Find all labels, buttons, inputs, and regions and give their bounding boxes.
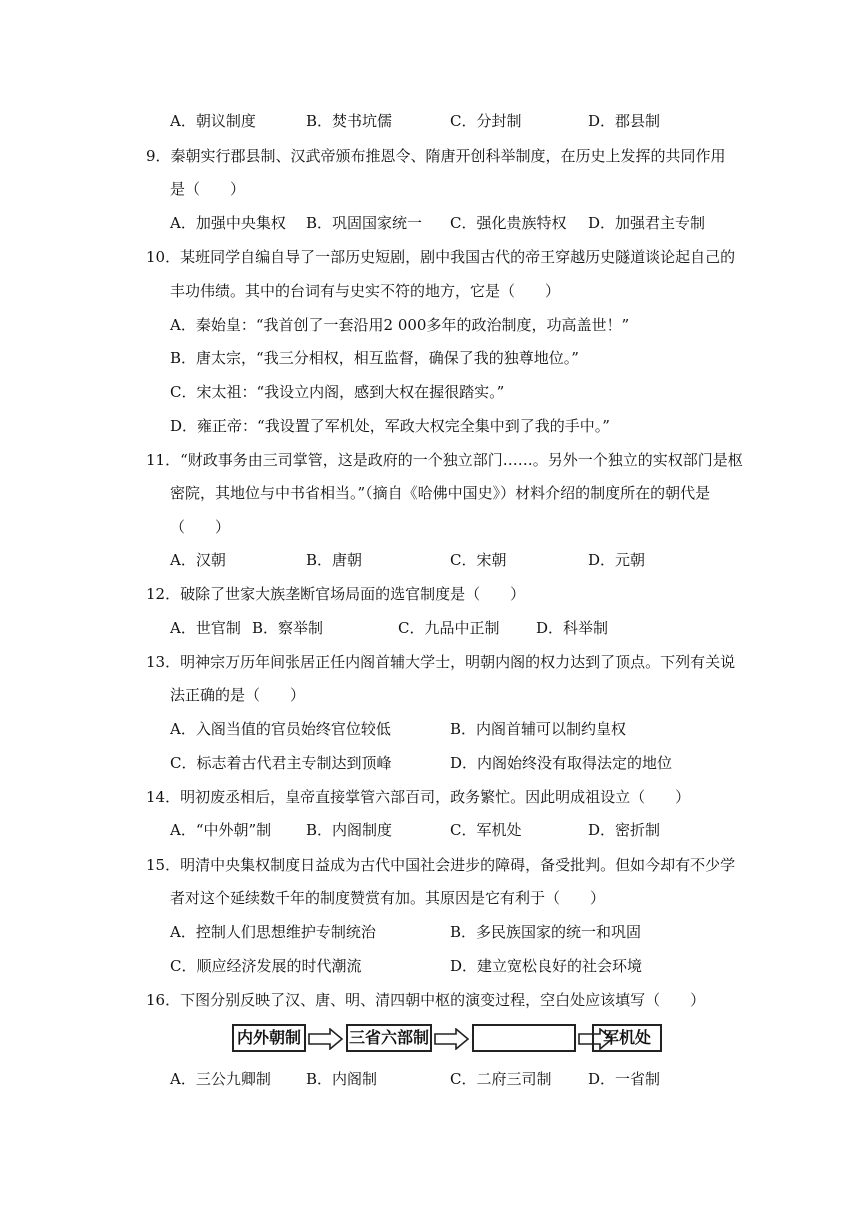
q12-option-b: B．察举制: [252, 619, 324, 637]
q13-option-b: B．内阁首辅可以制约皇权: [450, 720, 627, 738]
q16-option-d: D．一省制: [588, 1070, 661, 1088]
q9-option-b: B．巩固国家统一: [306, 214, 423, 232]
dynasty-evolution-diagram: [232, 1022, 672, 1056]
q11-option-d: D．元朝: [588, 551, 646, 569]
q10-option-d: D．雍正帝：“我设置了军机处，军政大权完全集中到了我的手中。”: [170, 417, 610, 435]
q15-option-c: C．顺应经济发展的时代潮流: [170, 957, 362, 975]
q15-option-b: B．多民族国家的统一和巩固: [450, 923, 642, 941]
q10-option-a: A．秦始皇：“我首创了一套沿用2 000多年的政治制度，功高盖世！”: [170, 316, 630, 334]
q9-stem-line2: 是（ ）: [170, 180, 246, 198]
q15-stem-line1: 15．明清中央集权制度日益成为古代中国社会进步的障碍，备受批判。但如今却有不少学: [146, 856, 736, 874]
q12-option-a: A．世官制: [170, 619, 241, 637]
arrow-right-icon: [434, 1028, 470, 1050]
q12-stem-line1: 12．破除了世家大族垄断官场局面的选官制度是（ ）: [146, 585, 526, 603]
q9-option-d: D．加强君主专制: [588, 214, 706, 232]
q14-option-a: A．“中外朝”制: [170, 821, 272, 839]
q13-option-c: C．标志着古代君主专制达到顶峰: [170, 754, 392, 772]
q9-stem-line1: 9．秦朝实行郡县制、汉武帝颁布推恩令、隋唐开创科举制度，在历史上发挥的共同作用: [146, 147, 726, 165]
q11-stem-line2: 密院，其地位与中书省相当。”（摘自《哈佛中国史》）材料介绍的制度所在的朝代是: [170, 484, 711, 502]
q12-option-d: D．科举制: [536, 619, 609, 637]
q16-stem-line1: 16．下图分别反映了汉、唐、明、清四朝中枢的演变过程，空白处应该填写（ ）: [146, 991, 706, 1009]
diagram-box-1: 内外朝制: [232, 1024, 306, 1052]
q10-option-b: B．唐太宗，“我三分相权，相互监督，确保了我的独尊地位。”: [170, 349, 579, 367]
q8-option-a: A．朝议制度: [170, 112, 256, 130]
q14-option-d: D．密折制: [588, 821, 661, 839]
q10-stem-line2: 丰功伟绩。其中的台词有与史实不符的地方，它是（ ）: [170, 282, 561, 300]
diagram-box-blank: [472, 1024, 576, 1052]
q14-option-b: B．内阁制度: [306, 821, 393, 839]
q10-stem-line1: 10．某班同学自编自导了一部历史短剧，剧中我国古代的帝王穿越历史隧道谈论起自己的: [146, 248, 736, 266]
q16-option-a: A．三公九卿制: [170, 1070, 271, 1088]
q8-option-c: C．分封制: [450, 112, 522, 130]
diagram-box-4: 军机处: [592, 1024, 662, 1052]
q11-option-b: B．唐朝: [306, 551, 363, 569]
q9-option-a: A．加强中央集权: [170, 214, 286, 232]
q15-stem-line2: 者对这个延续数千年的制度赞赏有加。其原因是它有利于（ ）: [170, 889, 606, 907]
arrow-right-icon: [308, 1028, 344, 1050]
q11-stem-line3: （ ）: [170, 518, 231, 536]
q13-option-a: A．入阁当值的官员始终官位较低: [170, 720, 391, 738]
diagram-box-2: 三省六部制: [346, 1024, 432, 1052]
q12-option-c: C．九品中正制: [398, 619, 500, 637]
q13-option-d: D．内阁始终没有取得法定的地位: [450, 754, 673, 772]
q11-stem-line1: 11．“财政事务由三司掌管，这是政府的一个独立部门……。另外一个独立的实权部门是枢: [146, 451, 743, 469]
q13-stem-line1: 13．明神宗万历年间张居正任内阁首辅大学士，明朝内阁的权力达到了顶点。下列有关说: [146, 653, 736, 671]
q16-option-c: C．二府三司制: [450, 1070, 552, 1088]
q16-option-b: B．内阁制: [306, 1070, 378, 1088]
q10-option-c: C．宋太祖：“我设立内阁，感到大权在握很踏实。”: [170, 383, 505, 401]
q14-stem-line1: 14．明初废丞相后，皇帝直接掌管六部百司，政务繁忙。因此明成祖设立（ ）: [146, 788, 691, 806]
q11-option-a: A．汉朝: [170, 551, 226, 569]
q15-option-a: A．控制人们思想维护专制统治: [170, 923, 376, 941]
q14-option-c: C．军机处: [450, 821, 522, 839]
q9-option-c: C．强化贵族特权: [450, 214, 567, 232]
q15-option-d: D．建立宽松良好的社会环境: [450, 957, 643, 975]
q8-option-d: D．郡县制: [588, 112, 661, 130]
q11-option-c: C．宋朝: [450, 551, 507, 569]
q13-stem-line2: 法正确的是（ ）: [170, 686, 306, 704]
q8-option-b: B．焚书坑儒: [306, 112, 393, 130]
